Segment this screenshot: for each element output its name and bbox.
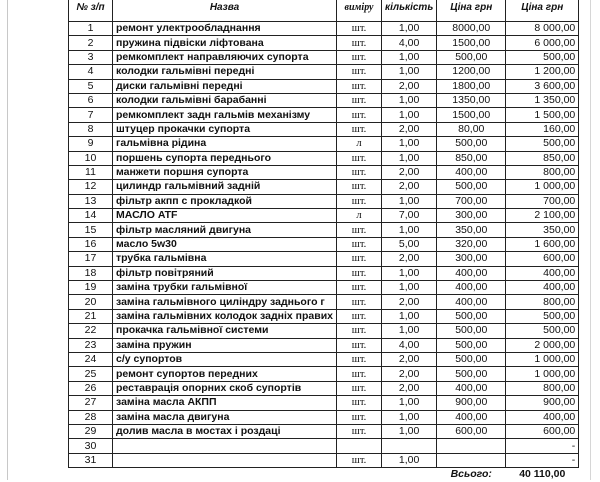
row-number: 31 — [69, 453, 113, 467]
item-unit: шт. — [337, 22, 382, 36]
item-quantity: 2,00 — [382, 367, 437, 381]
item-quantity: 1,00 — [382, 22, 437, 36]
item-price — [437, 453, 506, 467]
header-unit: виміру — [337, 0, 382, 22]
table-row — [69, 352, 579, 366]
item-total: 800,00 — [506, 165, 579, 179]
item-name: фільтр акпп с прокладкой — [113, 194, 337, 208]
item-total: 1 000,00 — [506, 352, 579, 366]
item-quantity — [382, 439, 437, 453]
item-name: ремонт улектрообладнання — [113, 22, 337, 36]
item-total: - — [506, 439, 579, 453]
item-total: 350,00 — [506, 223, 579, 237]
table-row — [69, 79, 579, 93]
item-unit: шт. — [337, 309, 382, 323]
item-price: 1500,00 — [437, 108, 506, 122]
item-price: 1200,00 — [437, 65, 506, 79]
item-name: заміна пружин — [113, 338, 337, 352]
item-unit: шт. — [337, 453, 382, 467]
item-total: 400,00 — [506, 281, 579, 295]
table-row — [69, 108, 579, 122]
item-total: 600,00 — [506, 252, 579, 266]
item-quantity: 1,00 — [382, 396, 437, 410]
table-row — [69, 295, 579, 309]
item-quantity: 1,00 — [382, 93, 437, 107]
page-left-edge — [7, 0, 8, 480]
item-name: прокачка гальмівної системи — [113, 324, 337, 338]
invoice-table — [68, 0, 579, 482]
item-total: 800,00 — [506, 381, 579, 395]
item-total: 2 000,00 — [506, 338, 579, 352]
item-name — [113, 439, 337, 453]
item-quantity: 7,00 — [382, 209, 437, 223]
table-row — [69, 424, 579, 438]
item-price: 350,00 — [437, 223, 506, 237]
table-row — [69, 309, 579, 323]
table-row — [69, 237, 579, 251]
row-number: 22 — [69, 324, 113, 338]
item-price — [437, 439, 506, 453]
item-quantity: 1,00 — [382, 65, 437, 79]
table-row — [69, 93, 579, 107]
row-number: 3 — [69, 50, 113, 64]
row-number: 21 — [69, 309, 113, 323]
row-number: 5 — [69, 79, 113, 93]
item-price: 320,00 — [437, 237, 506, 251]
item-name: ремкомплект направляючих супорта — [113, 50, 337, 64]
table-row — [69, 439, 579, 453]
table-row — [69, 65, 579, 79]
item-name: цилиндр гальмівний задній — [113, 180, 337, 194]
item-price: 850,00 — [437, 151, 506, 165]
row-number: 8 — [69, 122, 113, 136]
item-quantity: 2,00 — [382, 79, 437, 93]
item-total: 900,00 — [506, 396, 579, 410]
item-total: 500,00 — [506, 309, 579, 323]
table-row — [69, 122, 579, 136]
summary-label: Всього: — [450, 468, 492, 481]
row-number: 4 — [69, 65, 113, 79]
item-name: заміна масла АКПП — [113, 396, 337, 410]
item-unit: шт. — [337, 324, 382, 338]
item-name: ремкомплект задн гальмів механізму — [113, 108, 337, 122]
row-number: 18 — [69, 266, 113, 280]
item-unit: шт. — [337, 151, 382, 165]
item-unit: шт. — [337, 180, 382, 194]
item-name: пружина підвіски ліфтована — [113, 36, 337, 50]
item-name: с/у супортов — [113, 352, 337, 366]
item-quantity: 1,00 — [382, 410, 437, 424]
table-row — [69, 453, 579, 467]
item-unit: шт. — [337, 223, 382, 237]
item-price: 900,00 — [437, 396, 506, 410]
item-total: 400,00 — [506, 410, 579, 424]
table-row — [69, 223, 579, 237]
item-total: 500,00 — [506, 137, 579, 151]
item-quantity: 2,00 — [382, 381, 437, 395]
table-row — [69, 381, 579, 395]
row-number: 1 — [69, 22, 113, 36]
item-quantity: 1,00 — [382, 151, 437, 165]
item-name: заміна гальмівного циліндру заднього г — [113, 295, 337, 309]
item-total: - — [506, 453, 579, 467]
row-number: 7 — [69, 108, 113, 122]
item-price: 700,00 — [437, 194, 506, 208]
item-quantity: 1,00 — [382, 309, 437, 323]
item-name: долив масла в мостах і роздаці — [113, 424, 337, 438]
row-number: 28 — [69, 410, 113, 424]
item-price: 8000,00 — [437, 22, 506, 36]
item-total: 1 200,00 — [506, 65, 579, 79]
item-unit: шт. — [337, 237, 382, 251]
table-row — [69, 252, 579, 266]
item-unit: шт. — [337, 36, 382, 50]
table-row — [69, 410, 579, 424]
item-name: фільтр масляний двигуна — [113, 223, 337, 237]
item-quantity: 2,00 — [382, 165, 437, 179]
row-number: 13 — [69, 194, 113, 208]
item-unit: шт. — [337, 252, 382, 266]
row-number: 29 — [69, 424, 113, 438]
item-total: 600,00 — [506, 424, 579, 438]
summary-row — [69, 468, 579, 482]
item-price: 400,00 — [437, 381, 506, 395]
row-number: 23 — [69, 338, 113, 352]
item-unit: л — [337, 137, 382, 151]
item-name: масло 5w30 — [113, 237, 337, 251]
row-number: 2 — [69, 36, 113, 50]
item-price: 500,00 — [437, 324, 506, 338]
table-row — [69, 281, 579, 295]
item-total: 1 600,00 — [506, 237, 579, 251]
item-total: 700,00 — [506, 194, 579, 208]
row-number: 27 — [69, 396, 113, 410]
table-row — [69, 50, 579, 64]
item-quantity: 2,00 — [382, 122, 437, 136]
item-quantity: 5,00 — [382, 237, 437, 251]
item-total: 800,00 — [506, 295, 579, 309]
item-price: 500,00 — [437, 137, 506, 151]
item-price: 500,00 — [437, 352, 506, 366]
item-price: 80,00 — [437, 122, 506, 136]
page-right-edge — [590, 0, 591, 480]
item-unit: шт. — [337, 65, 382, 79]
item-unit: шт. — [337, 396, 382, 410]
item-total: 1 000,00 — [506, 180, 579, 194]
item-quantity: 2,00 — [382, 352, 437, 366]
item-name: фільтр повітряний — [113, 266, 337, 280]
item-quantity: 1,00 — [382, 223, 437, 237]
item-quantity: 1,00 — [382, 137, 437, 151]
item-unit: шт. — [337, 266, 382, 280]
item-quantity: 1,00 — [382, 108, 437, 122]
item-quantity: 1,00 — [382, 453, 437, 467]
item-unit: шт. — [337, 281, 382, 295]
row-number: 14 — [69, 209, 113, 223]
item-price: 500,00 — [437, 50, 506, 64]
item-unit: шт. — [337, 93, 382, 107]
item-price: 400,00 — [437, 295, 506, 309]
row-number: 11 — [69, 165, 113, 179]
item-quantity: 2,00 — [382, 295, 437, 309]
item-quantity: 4,00 — [382, 338, 437, 352]
row-number: 17 — [69, 252, 113, 266]
item-price: 400,00 — [437, 410, 506, 424]
row-number: 10 — [69, 151, 113, 165]
item-unit: шт. — [337, 352, 382, 366]
item-quantity: 1,00 — [382, 324, 437, 338]
item-name — [113, 453, 337, 467]
item-name: ремонт супортов передних — [113, 367, 337, 381]
item-quantity: 4,00 — [382, 36, 437, 50]
item-name: заміна гальмівних колодок задніх правих — [113, 309, 337, 323]
item-name: манжети поршня супорта — [113, 165, 337, 179]
item-unit: шт. — [337, 108, 382, 122]
item-unit: шт. — [337, 295, 382, 309]
item-quantity: 1,00 — [382, 194, 437, 208]
table-row — [69, 266, 579, 280]
item-price: 500,00 — [437, 367, 506, 381]
row-number: 9 — [69, 137, 113, 151]
row-number: 16 — [69, 237, 113, 251]
item-price: 300,00 — [437, 252, 506, 266]
item-unit: шт. — [337, 367, 382, 381]
item-total: 850,00 — [506, 151, 579, 165]
item-name: колодки гальмівні передні — [113, 65, 337, 79]
table-row — [69, 194, 579, 208]
item-total: 160,00 — [506, 122, 579, 136]
item-total: 400,00 — [506, 266, 579, 280]
item-unit: шт. — [337, 338, 382, 352]
table-row — [69, 396, 579, 410]
row-number: 15 — [69, 223, 113, 237]
row-number: 12 — [69, 180, 113, 194]
table-row — [69, 338, 579, 352]
table-row — [69, 367, 579, 381]
item-total: 3 600,00 — [506, 79, 579, 93]
table-row — [69, 209, 579, 223]
item-price: 600,00 — [437, 424, 506, 438]
row-number: 19 — [69, 281, 113, 295]
item-total: 1 350,00 — [506, 93, 579, 107]
item-price: 400,00 — [437, 266, 506, 280]
header-num: № з/п — [69, 0, 113, 22]
item-name: штуцер прокачки супорта — [113, 122, 337, 136]
item-total: 500,00 — [506, 50, 579, 64]
item-name: МАСЛО ATF — [113, 209, 337, 223]
row-number: 26 — [69, 381, 113, 395]
item-quantity: 1,00 — [382, 424, 437, 438]
item-quantity: 1,00 — [382, 266, 437, 280]
item-unit: л — [337, 209, 382, 223]
item-total: 1 000,00 — [506, 367, 579, 381]
item-price: 1350,00 — [437, 93, 506, 107]
table-row — [69, 324, 579, 338]
item-unit: шт. — [337, 424, 382, 438]
item-total: 8 000,00 — [506, 22, 579, 36]
row-number: 24 — [69, 352, 113, 366]
table-header-row — [69, 0, 579, 22]
item-name: диски гальмівні передні — [113, 79, 337, 93]
item-unit: шт. — [337, 79, 382, 93]
header-total: Ціна грн — [506, 0, 579, 22]
header-price: Ціна грн — [437, 0, 506, 22]
header-name: Назва — [113, 0, 337, 22]
item-price: 400,00 — [437, 165, 506, 179]
item-name: трубка гальмівна — [113, 252, 337, 266]
item-name: колодки гальмівні барабанні — [113, 93, 337, 107]
row-number: 6 — [69, 93, 113, 107]
item-total: 500,00 — [506, 324, 579, 338]
item-price: 1500,00 — [437, 36, 506, 50]
item-price: 400,00 — [437, 281, 506, 295]
table-row — [69, 180, 579, 194]
table-row — [69, 22, 579, 36]
item-name: поршень супорта переднього — [113, 151, 337, 165]
item-unit — [337, 439, 382, 453]
item-unit: шт. — [337, 381, 382, 395]
table-body — [69, 22, 579, 468]
item-total: 1 500,00 — [506, 108, 579, 122]
summary-value: 40 110,00 — [519, 468, 566, 481]
row-number: 25 — [69, 367, 113, 381]
item-unit: шт. — [337, 410, 382, 424]
item-quantity: 1,00 — [382, 281, 437, 295]
row-number: 20 — [69, 295, 113, 309]
item-name: заміна трубки гальмівної — [113, 281, 337, 295]
item-price: 500,00 — [437, 309, 506, 323]
table-row — [69, 151, 579, 165]
item-price: 500,00 — [437, 180, 506, 194]
item-quantity: 1,00 — [382, 50, 437, 64]
table-row — [69, 165, 579, 179]
item-name: реставрація опорних скоб супортів — [113, 381, 337, 395]
row-number: 30 — [69, 439, 113, 453]
table-row — [69, 36, 579, 50]
item-unit: шт. — [337, 165, 382, 179]
item-quantity: 2,00 — [382, 252, 437, 266]
item-total: 2 100,00 — [506, 209, 579, 223]
item-name: гальмівна рідина — [113, 137, 337, 151]
header-qty: кількість — [382, 0, 437, 22]
item-unit: шт. — [337, 122, 382, 136]
item-unit: шт. — [337, 50, 382, 64]
item-quantity: 2,00 — [382, 180, 437, 194]
item-unit: шт. — [337, 194, 382, 208]
item-price: 1800,00 — [437, 79, 506, 93]
item-price: 500,00 — [437, 338, 506, 352]
item-total: 6 000,00 — [506, 36, 579, 50]
item-name: заміна масла двигуна — [113, 410, 337, 424]
table-row — [69, 137, 579, 151]
item-price: 300,00 — [437, 209, 506, 223]
